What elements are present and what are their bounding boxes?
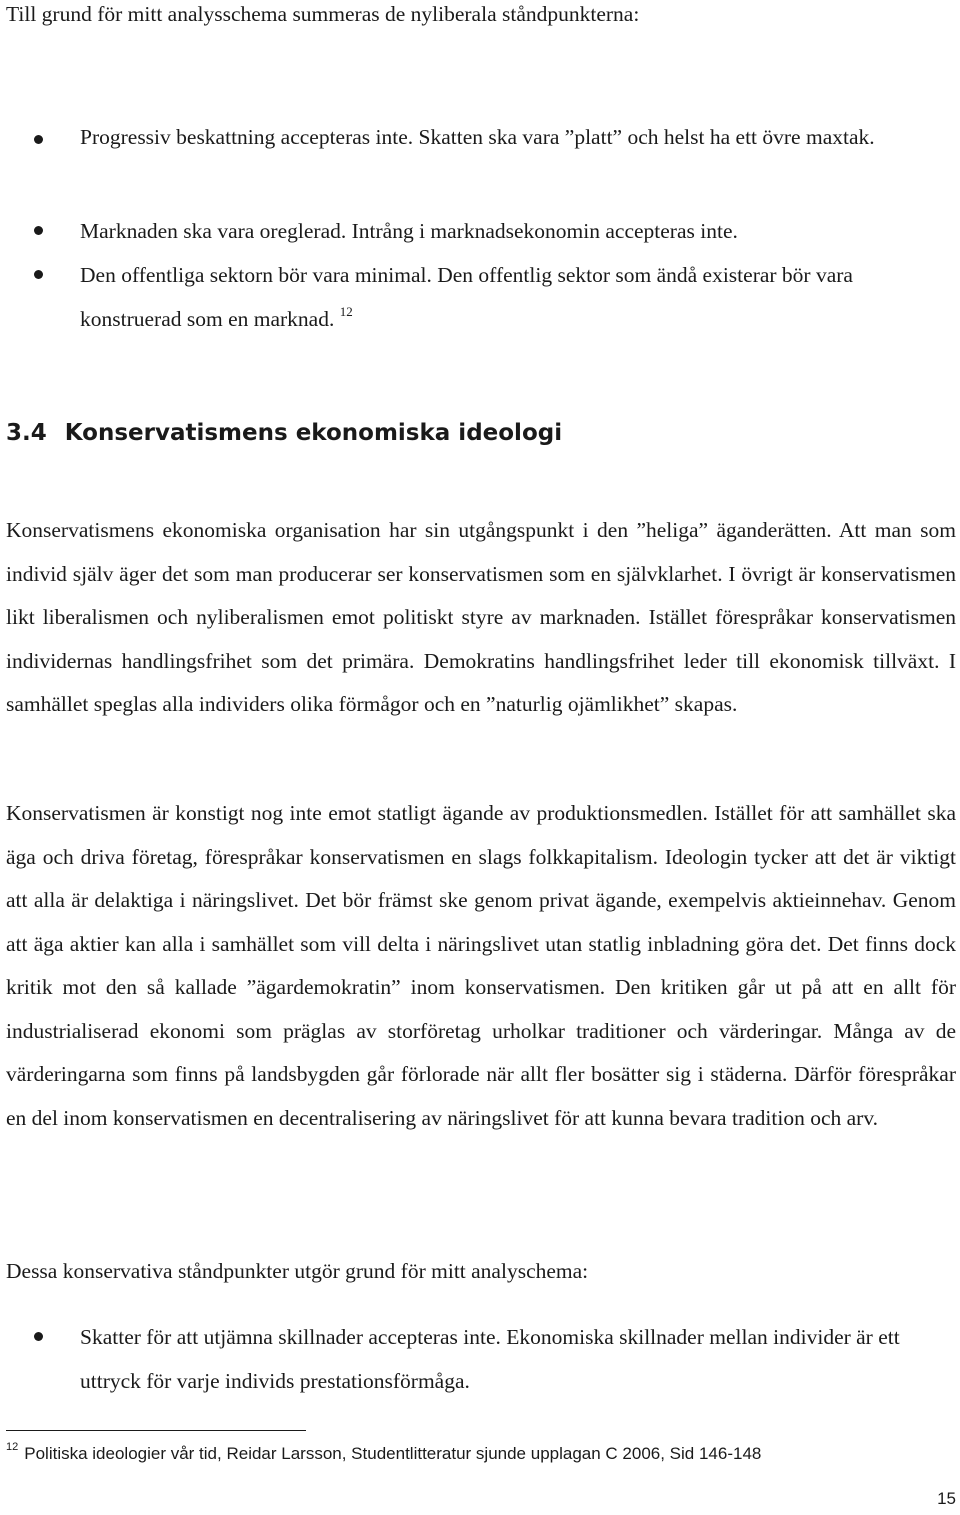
- section-number: 3.4: [6, 420, 47, 446]
- bullet-icon: [34, 226, 43, 235]
- bullet-icon: [34, 270, 43, 279]
- paragraph: Konservatismens ekonomiska organisation har sin utgångspunkt i den ”heliga” äganderätten. Att man som individ själv äger det som man producerar ser konservatismen som en självklarhet. I övrigt är konservatismen likt liberalismen och nyliberalismen emot politiskt styre av marknaden. Istället förespråkar konservatismen individernas handlingsfrihet som det primära. Demokratins handlingsfrihet leder till ekonomisk tillväxt. I samhället speglas alla individers olika förmågor och en ”naturlig ojämlikhet” skapas.: [6, 518, 956, 716]
- page-number: 15: [937, 1489, 956, 1508]
- list-item-text: Skatter för att utjämna skillnader accepteras inte. Ekonomiska skillnader mellan individer är ett uttryck för varje individs prestationsförmåga.: [80, 1325, 900, 1393]
- list-item: [80, 118, 950, 156]
- footnote-divider: [6, 1430, 306, 1431]
- paragraph: Konservatismen är konstigt nog inte emot statligt ägande av produktionsmedlen. Istället för att samhället ska äga och driva företag, förespråkar konservatismen en slags folkkapitalism. Ideologin tycker att det är viktigt att alla är delaktiga i näringslivet. Det bör främst ske genom privat ägande, exempelvis aktieinnehav. Genom att äga aktier kan alla i samhället som vill delta i näringslivet utan statlig inbladning göra det. Det finns dock kritik mot den så kallade ”ägardemokratin” inom konservatismen. Den kritiken går ut på att en allt för industrialiserad ekonomi som präglas av storföretag urholkar traditioner och värderingar. Många av de värderingarna som finns på landsbygden går förlorade när allt fler bosätter sig i städerna. Därför förespråkar en del inom konservatismen en decentralisering av näringslivet för att kunna bevara tradition och arv.: [6, 801, 956, 1130]
- footnote-number: 12: [6, 1441, 19, 1454]
- list-item-text: Den offentliga sektorn bör vara minimal. Den offentlig sektor som ändå existerar bör vara konstruerad som en marknad.: [80, 263, 853, 331]
- section-heading: [6, 420, 562, 446]
- footnote-reference[interactable]: 12: [339, 303, 353, 319]
- footnote-text: Politiska ideologier vår tid, Reidar Larsson, Studentlitteratur sjunde upplagan C 2006, Sid 146-148: [24, 1444, 762, 1463]
- paragraph: Dessa konservativa ståndpunkter utgör grund för mitt analyschema:: [6, 1259, 589, 1283]
- list-item: [80, 253, 950, 341]
- footnote: [6, 1441, 762, 1464]
- list-item: [80, 209, 950, 253]
- section-title: Konservatismens ekonomiska ideologi: [64, 420, 563, 446]
- intro-text: Till grund för mitt analysschema summeras de nyliberala ståndpunkterna:: [6, 2, 640, 26]
- list-item: [80, 1315, 950, 1403]
- list-item-text: Marknaden ska vara oreglerad. Intrång i marknadsekonomin accepteras inte.: [80, 219, 738, 243]
- bullet-icon: [34, 135, 43, 144]
- bullet-icon: [34, 1332, 43, 1341]
- list-item-text: Progressiv beskattning accepteras inte. Skatten ska vara ”platt” och helst ha ett övre maxtak.: [80, 125, 875, 149]
